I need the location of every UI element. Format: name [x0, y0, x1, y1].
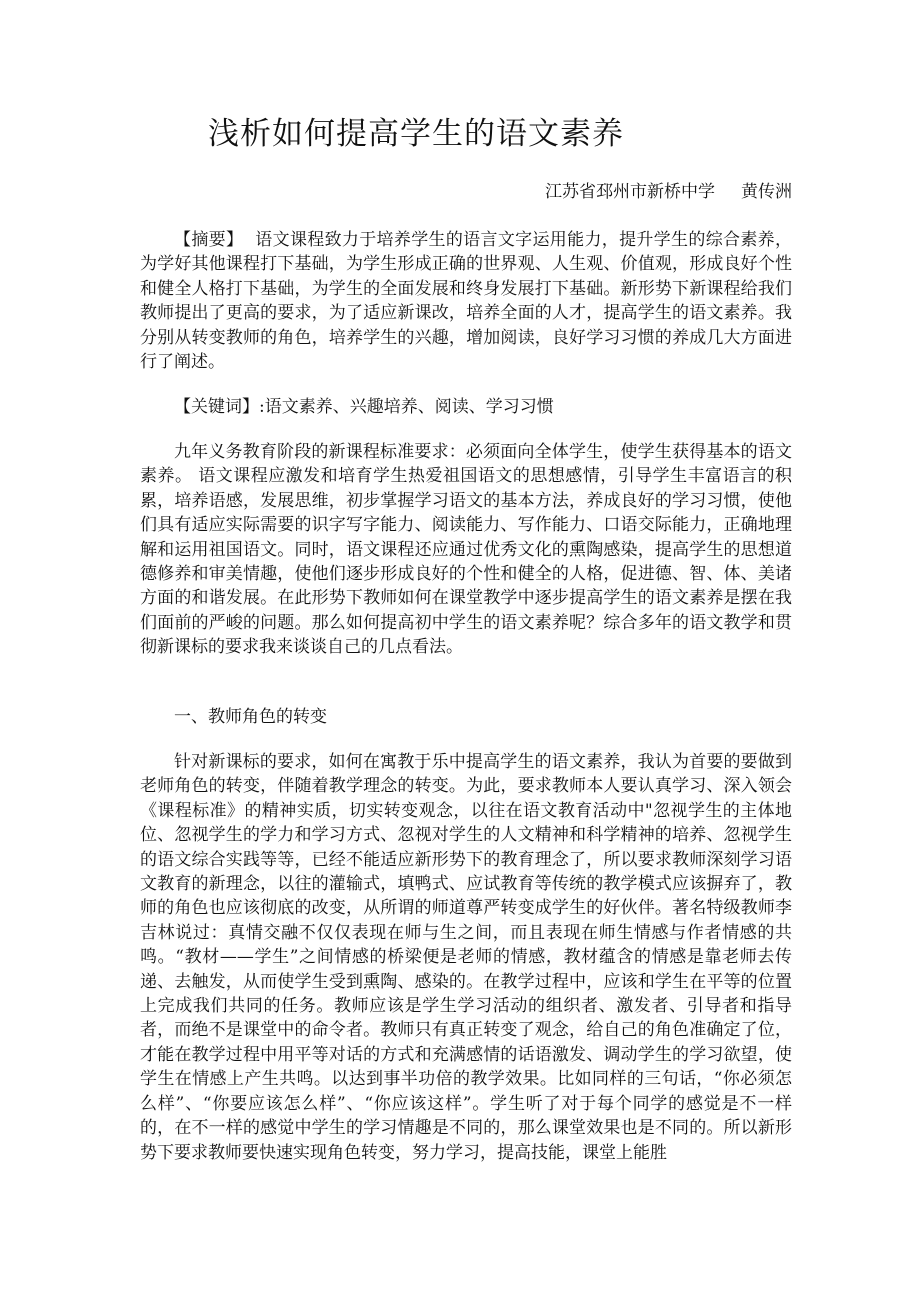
intro-paragraph: 九年义务教育阶段的新课程标准要求：必须面向全体学生，使学生获得基本的语文素养。 语文课程应激发和培育学生热爱祖国语文的思想感情，引导学生丰富语言的积累，培养语感，发展思维，初步掌握学习语文的基本方法，养成良好的学习习惯，使他们具有适应实际需要的识字写字能力、阅读能力、写作能力、口语交际能力，正确地理解和运用祖国语文。同时，语文课程还应通过优秀文化的熏陶感染，提高学生的思想道德修养和审美情趣，使他们逐步形成良好的个性和健全的人格，促进德、智、体、美诸方面的和谐发展。在此形势下教师如何在课堂教学中逐步提高学生的语文素养是摆在我们面前的严峻的问题。那么如何提高初中学生的语文素养呢？综合多年的语文教学和贯彻新课标的要求我来谈谈自己的几点看法。 — [140, 442, 792, 658]
keywords-paragraph — [140, 395, 792, 419]
author-name: 黄传洲 — [741, 182, 792, 202]
abstract-paragraph — [140, 228, 792, 374]
abstract-label: 【摘要】 — [174, 230, 244, 250]
keywords-label: 【关键词】: — [174, 397, 265, 417]
author-line — [545, 180, 792, 204]
abstract-text: 语文课程致力于培养学生的语言文字运用能力，提升学生的综合素养，为学好其他课程打下基础，为学生形成正确的世界观、人生观、价值观，形成良好个性和健全人格打下基础，为学生的全面发展和终身发展打下基础。新形势下新课程给我们教师提出了更高的要求，为了适应新课改，培养全面的人才，提高学生的语文素养。我分别从转变教师的角色，培养学生的兴趣，增加阅读，良好学习习惯的养成几大方面进行了阐述。 — [140, 230, 793, 373]
keywords-text: 语文素养、兴趣培养、阅读、学习习惯 — [264, 397, 554, 417]
document-title: 浅析如何提高学生的语文素养 — [208, 116, 624, 152]
section1-paragraph: 针对新课标的要求，如何在寓教于乐中提高学生的语文素养，我认为首要的要做到老师角色的转变，伴随着教学理念的转变。为此，要求教师本人要认真学习、深入领会《课程标准》的精神实质，切实转变观念，以往在语文教育活动中"忽视学生的主体地位、忽视学生的学力和学习方式、忽视对学生的人文精神和科学精神的培养、忽视学生的语文综合实践等等，已经不能适应新形势下的教育理念了，所以要求教师深刻学习语文教育的新理念，以往的灌输式，填鸭式、应试教育等传统的教学模式应该摒弃了，教师的角色也应该彻底的改变，从所谓的师道尊严转变成学生的好伙伴。著名特级教师李吉林说过：真情交融不仅仅表现在师与生之间，而且表现在师生情感与作者情感的共鸣。“教材——学生”之间情感的桥梁便是老师的情感，教材蕴含的情感是靠老师去传递、去触发，从而使学生受到熏陶、感染的。在教学过程中，应该和学生在平等的位置上完成我们共同的任务。教师应该是学生学习活动的组织者、激发者、引导者和指导者，而绝不是课堂中的命令者。教师只有真正转变了观念，给自己的角色准确定了位，才能在教学过程中用平等对话的方式和充满感情的话语激发、调动学生的学习欲望，使学生在情感上产生共鸣。以达到事半功倍的教学效果。比如同样的三句话，“你必须怎么样”、“你要应该怎么样”、“你应该这样”。学生听了对于每个同学的感觉是不一样的，在不一样的感觉中学生的学习情趣是不同的，那么课堂效果也是不同的。所以新形势下要求教师要快速实现角色转变，努力学习，提高技能，课堂上能胜 — [140, 752, 792, 1163]
section1-heading: 一、教师角色的转变 — [174, 707, 327, 727]
author-school: 江苏省邳州市新桥中学 — [545, 182, 715, 202]
